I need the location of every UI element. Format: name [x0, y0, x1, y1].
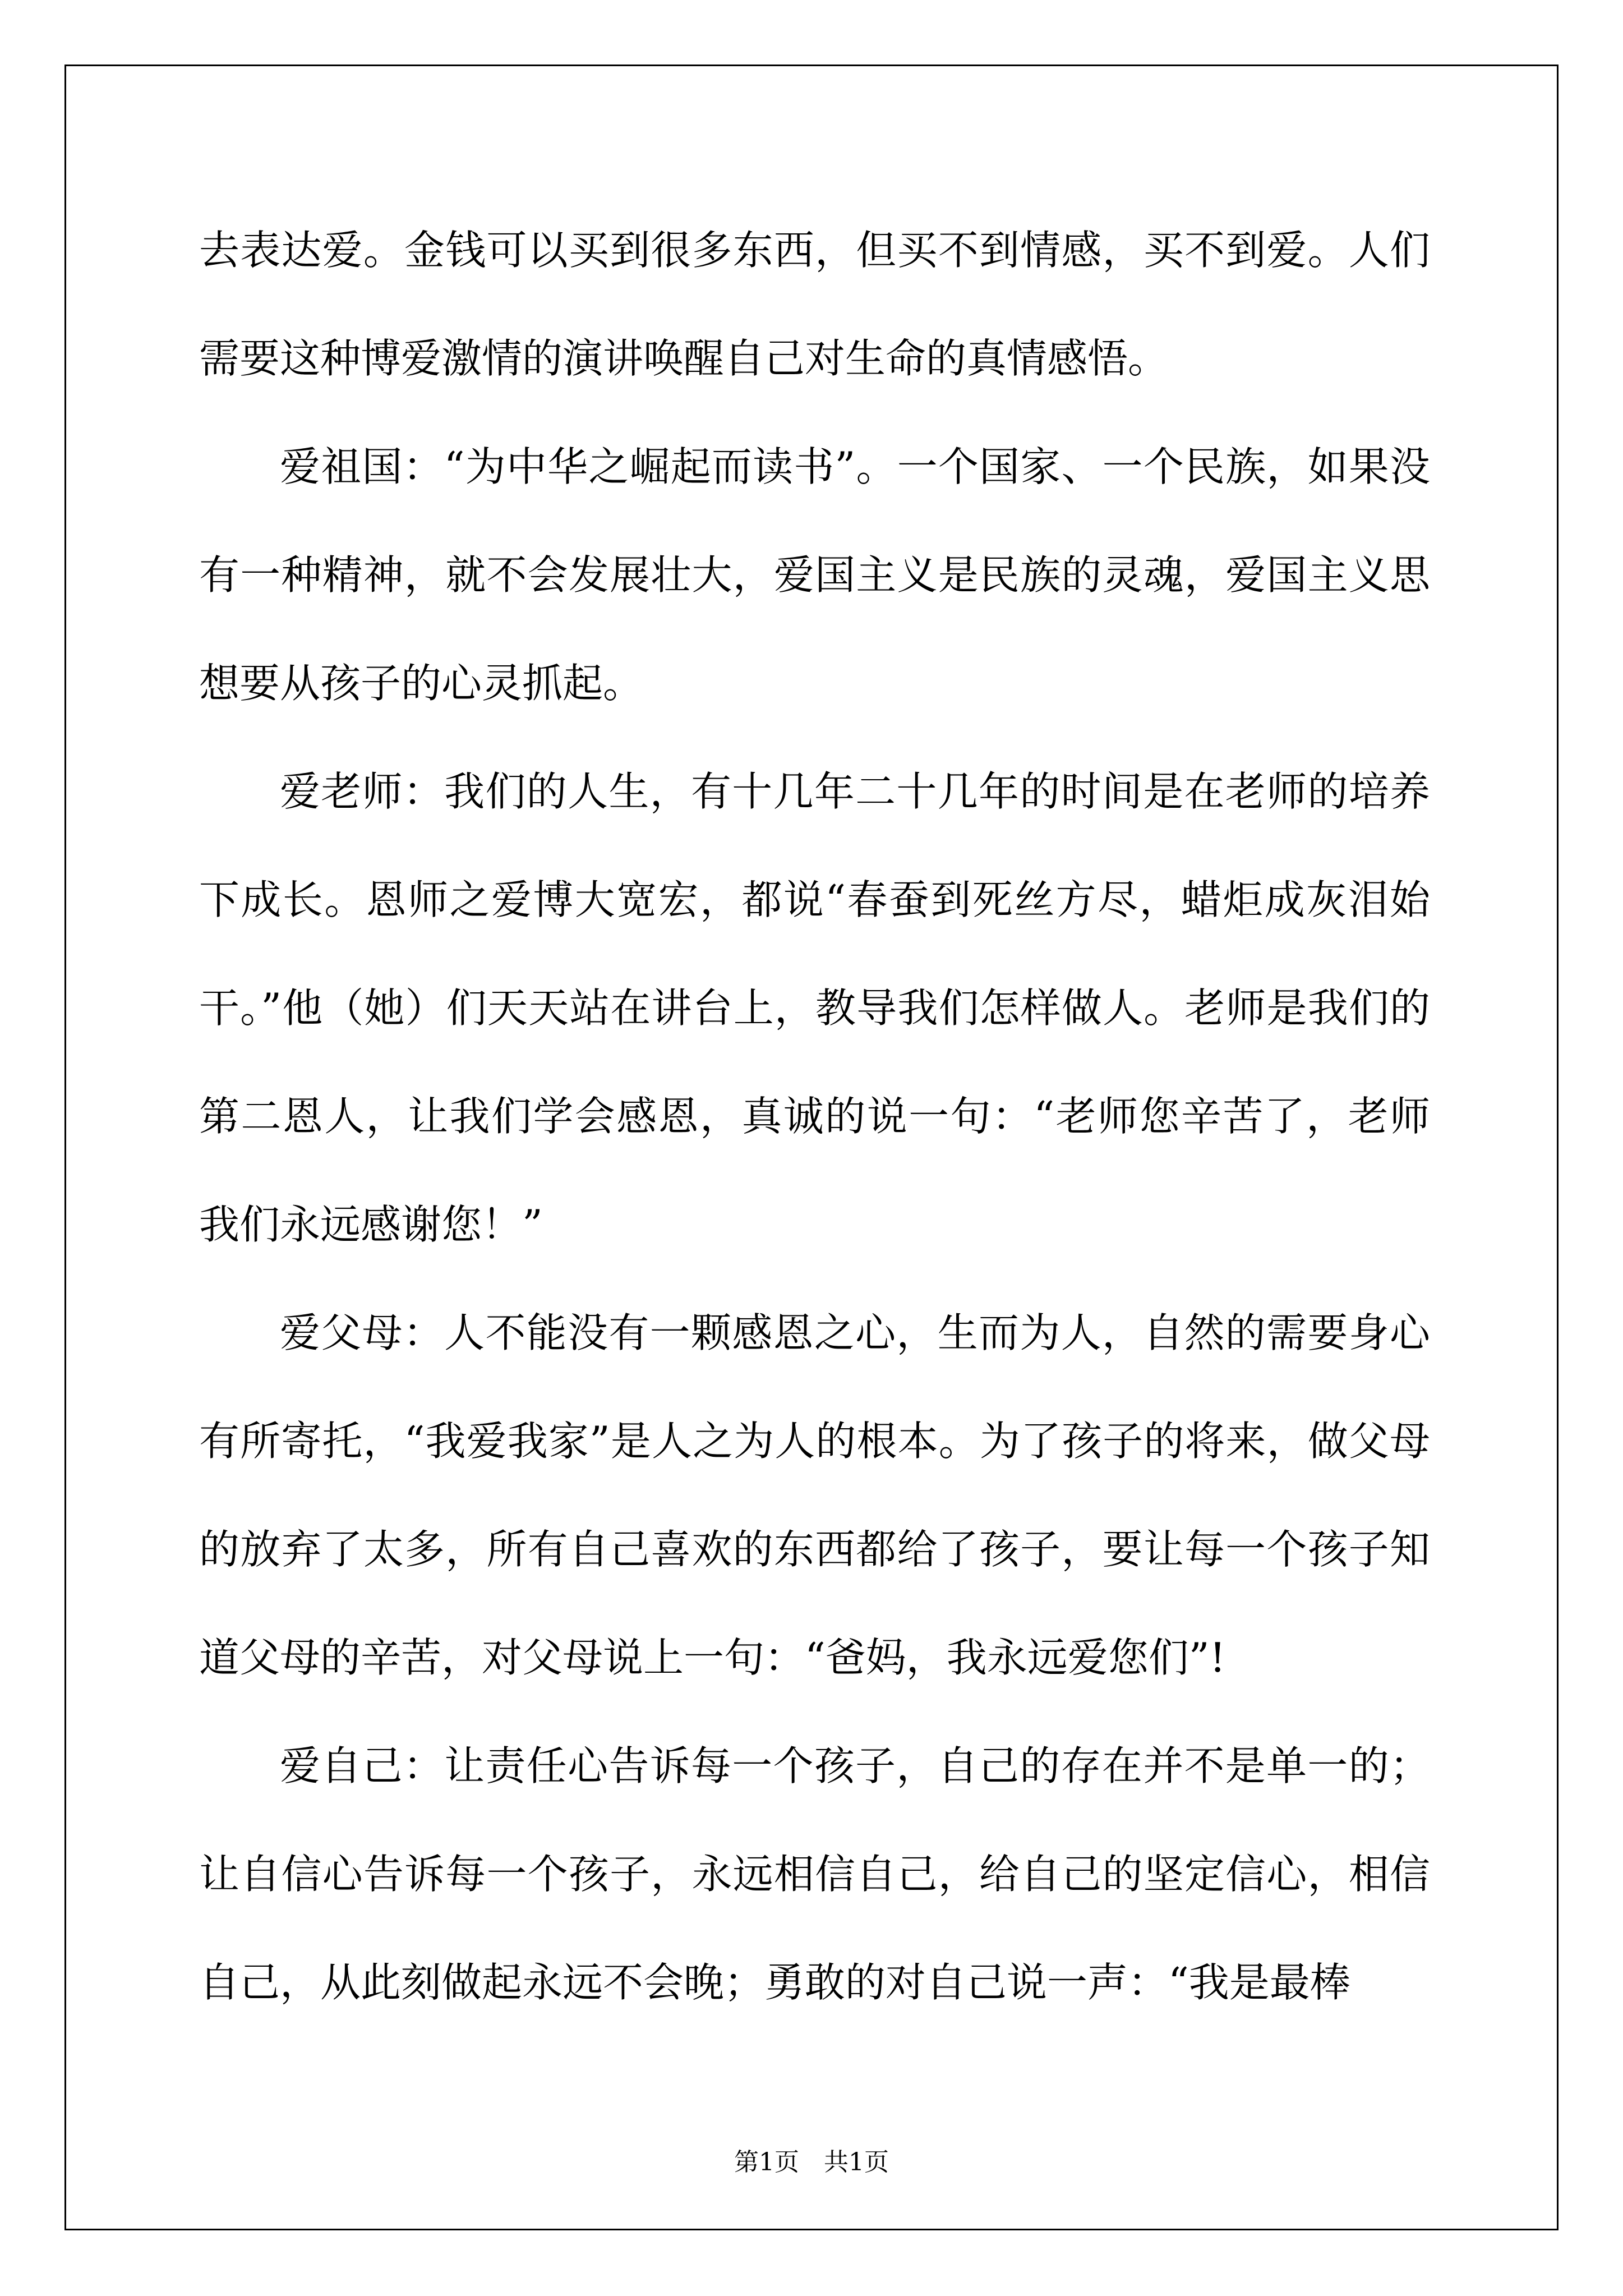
document-body: [199, 196, 1430, 2037]
paragraph-3: 爱老师：我们的人生，有十几年二十几年的时间是在老师的培养下成长。恩师之爱博大宽宏，都说“春蚕到死丝方尽，蜡炬成灰泪始干。”他（她）们天天站在讲台上，教导我们怎样做人。老师是我们的第二恩人，让我们学会感恩，真诚的说一句：“老师您辛苦了，老师我们永远感谢您！”: [199, 768, 1430, 1248]
paragraph-2: 爱祖国：“为中华之崛起而读书”。一个国家、一个民族，如果没有一种精神，就不会发展壮大，爱国主义是民族的灵魂，爱国主义思想要从孩子的心灵抓起。: [199, 443, 1430, 707]
paragraph-4: 爱父母：人不能没有一颗感恩之心，生而为人，自然的需要身心有所寄托，“我爱我家”是人之为人的根本。为了孩子的将来，做父母的放弃了太多，所有自己喜欢的东西都给了孩子，要让每一个孩子知道父母的辛苦，对父母说上一句：“爸妈，我永远爱您们”!: [199, 1309, 1430, 1681]
page-footer: [0, 2142, 1623, 2178]
page-number-current: 第1页: [734, 2148, 799, 2177]
paragraph-5: 爱自己：让责任心告诉每一个孩子，自己的存在并不是单一的；让自信心告诉每一个孩子，永远相信自己，给自己的坚定信心，相信自己，从此刻做起永远不会晚；勇敢的对自己说一声：“我是最棒: [199, 1742, 1430, 2006]
page-number-total: 共1页: [824, 2148, 889, 2177]
paragraph-1: 去表达爱。金钱可以买到很多东西，但买不到情感，买不到爱。人们需要这种博爱激情的演讲唤醒自己对生命的真情感悟。: [199, 227, 1430, 382]
